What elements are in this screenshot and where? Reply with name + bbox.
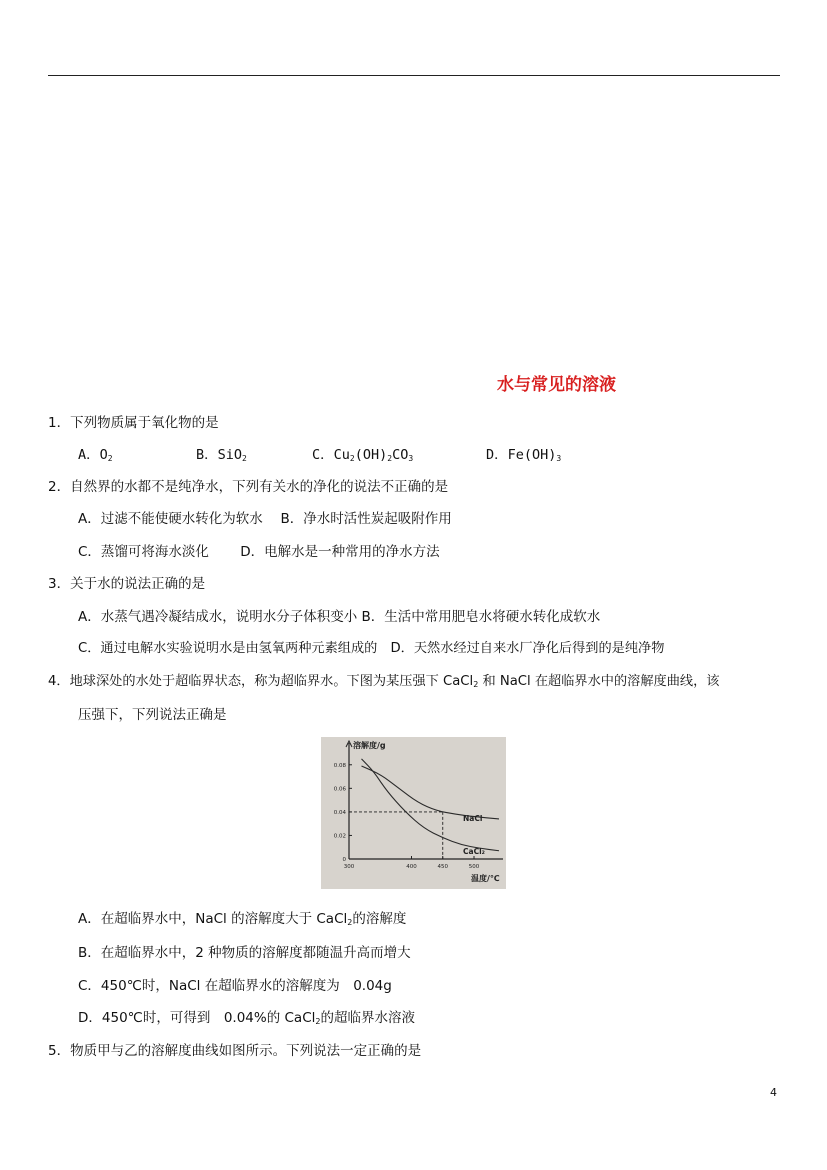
x-tick-label: 300 <box>343 864 355 870</box>
x-tick-label: 500 <box>468 864 480 870</box>
question-4-stem: 4．地球深处的水处于超临界状态，称为超临界水。下图为某压强下 CaCl$_2$ 和 NaCl 在超临界水中的溶解度曲线，该 <box>48 674 720 689</box>
x-tick-label: 400 <box>406 864 417 870</box>
question-1-stem: 1．下列物质属于氧化物的是 <box>48 415 219 431</box>
series-line-nacl <box>362 766 500 819</box>
q1-option-d: D．$Fe(OH)_3$ <box>486 447 562 463</box>
y-tick-label: 0.04 <box>333 809 346 816</box>
q1-option-c: C．$Cu_2(OH)_2CO_3$ <box>312 447 414 463</box>
y-tick-label: 0.08 <box>333 762 346 769</box>
q4-option-a: A．在超临界水中，NaCl 的溶解度大于 CaCl$_2$的溶解度 <box>78 911 407 927</box>
q2-options-ab: A．过滤不能使硬水转化为软水 B．净水时活性炭起吸附作用 <box>78 511 452 527</box>
q3-options-cd: C．通过电解水实验说明水是由氢氧两种元素组成的 D．天然水经过自来水厂净化后得到的是纯净物 <box>78 641 665 656</box>
question-2-stem: 2．自然界的水都不是纯净水，下列有关水的净化的说法不正确的是 <box>48 479 449 495</box>
header-rule <box>48 75 780 76</box>
q4-option-d: D．450℃时，可得到 0.04%的 CaCl$_2$的超临界水溶液 <box>78 1010 415 1026</box>
y-tick-label: 0.02 <box>333 833 346 840</box>
q3-options-ab: A．水蒸气遇冷凝结成水，说明水分子体积变小 B．生活中常用肥皂水将硬水转化成软水 <box>78 609 601 625</box>
q4-option-c: C．450℃时，NaCl 在超临界水的溶解度为 0.04g <box>78 978 392 994</box>
solubility-chart <box>321 737 506 889</box>
question-4-stem-cont: 压强下，下列说法正确是 <box>78 707 227 723</box>
q4-option-b: B．在超临界水中，2 种物质的溶解度都随温升高而增大 <box>78 945 411 961</box>
x-axis-label: 温度/℃ <box>471 874 500 883</box>
page-number: 4 <box>770 1086 777 1099</box>
section-title: 水与常见的溶液 <box>497 375 616 395</box>
series-label-nacl: NaCl <box>463 813 483 823</box>
q1-option-a: A．$O_2$ <box>78 447 113 463</box>
x-tick-label: 450 <box>437 864 448 870</box>
solubility-chart-svg <box>321 737 506 889</box>
y-tick-label: 0.06 <box>333 786 346 793</box>
y-tick-label: 0 <box>342 857 346 863</box>
q1-option-b: B．SiO$_2$ <box>196 447 247 463</box>
question-5-stem: 5．物质甲与乙的溶解度曲线如图所示。下列说法一定正确的是 <box>48 1043 422 1059</box>
q2-options-cd: C．蒸馏可将海水淡化 D．电解水是一种常用的净水方法 <box>78 544 440 560</box>
y-axis-label: 溶解度/g <box>353 741 386 750</box>
question-3-stem: 3．关于水的说法正确的是 <box>48 576 206 592</box>
series-line-cacl2 <box>362 759 500 851</box>
series-label-cacl2: CaCl₂ <box>463 846 485 856</box>
